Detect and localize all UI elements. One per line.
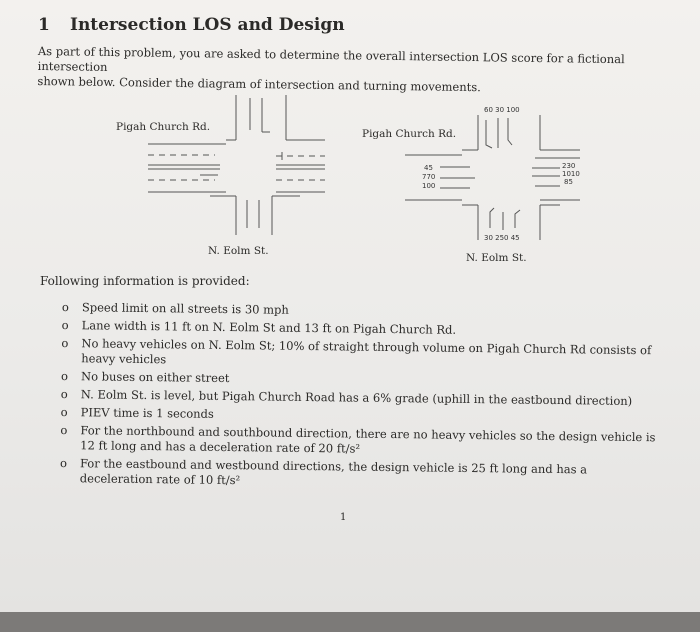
list-item: o No buses on either street — [60, 368, 230, 386]
left-street-bottom-label: N. Eolm St. — [208, 245, 269, 257]
list-item: o For the northbound and southbound direction, there are no heavy vehicles so the design vehicle is 12 ft long and has a deceleration rate of 20 ft/s² — [60, 422, 656, 456]
eastbound-left-volume: 45 — [424, 164, 433, 172]
bullet-mark: o — [60, 404, 68, 420]
info-heading: Following information is provided: — [40, 274, 250, 288]
bullet-mark: o — [61, 317, 69, 333]
westbound-right-volume: 230 — [562, 162, 576, 170]
page-number: 1 — [340, 512, 347, 523]
info-list — [60, 300, 662, 496]
southbound-volumes: 60 30 100 — [484, 106, 520, 114]
right-street-top-label: Pigah Church Rd. — [362, 128, 457, 140]
section-number: 1 — [38, 15, 50, 35]
right-street-bottom-label: N. Eolm St. — [466, 252, 527, 264]
section-title: Intersection LOS and Design — [70, 15, 345, 35]
intro-line-2: shown below. Consider the diagram of intersection and turning movements. — [37, 73, 481, 95]
list-item: o N. Eolm St. is level, but Pigah Church Road has a 6% grade (uphill in the eastbound direction) — [60, 386, 633, 408]
northbound-volumes: 30 250 45 — [484, 234, 520, 242]
bullet-mark: o — [60, 368, 69, 384]
eastbound-right-volume: 100 — [422, 182, 436, 190]
bullet-mark: o — [60, 422, 68, 438]
list-item: o PIEV time is 1 seconds — [60, 404, 214, 421]
bullet-mark: o — [59, 455, 68, 471]
eastbound-through-volume: 770 — [422, 173, 436, 181]
intro-line-1: As part of this problem, you are asked to determine the overall intersection LOS score for a fictional intersection — [37, 44, 625, 74]
page-shadow-edge — [0, 612, 700, 632]
list-item: o Lane width is 11 ft on N. Eolm St and 13 ft on Pigah Church Rd. — [61, 317, 457, 337]
bullet-mark: o — [60, 386, 68, 402]
westbound-left-volume: 85 — [564, 178, 573, 186]
list-item: o No heavy vehicles on N. Eolm St; 10% of straight through volume on Pigah Church Rd consists of heavy vehicles — [61, 335, 652, 367]
bullet-mark: o — [61, 300, 69, 315]
westbound-through-volume: 1010 — [562, 170, 580, 178]
left-street-top-label: Pigah Church Rd. — [116, 121, 211, 133]
left-intersection-lines — [148, 95, 325, 235]
list-item: o For the eastbound and westbound directions, the design vehicle is 25 ft long and has a deceleration rate of 10 ft/s² — [59, 455, 588, 488]
bullet-mark: o — [61, 335, 69, 351]
list-item: o Speed limit on all streets is 30 mph — [61, 300, 289, 317]
